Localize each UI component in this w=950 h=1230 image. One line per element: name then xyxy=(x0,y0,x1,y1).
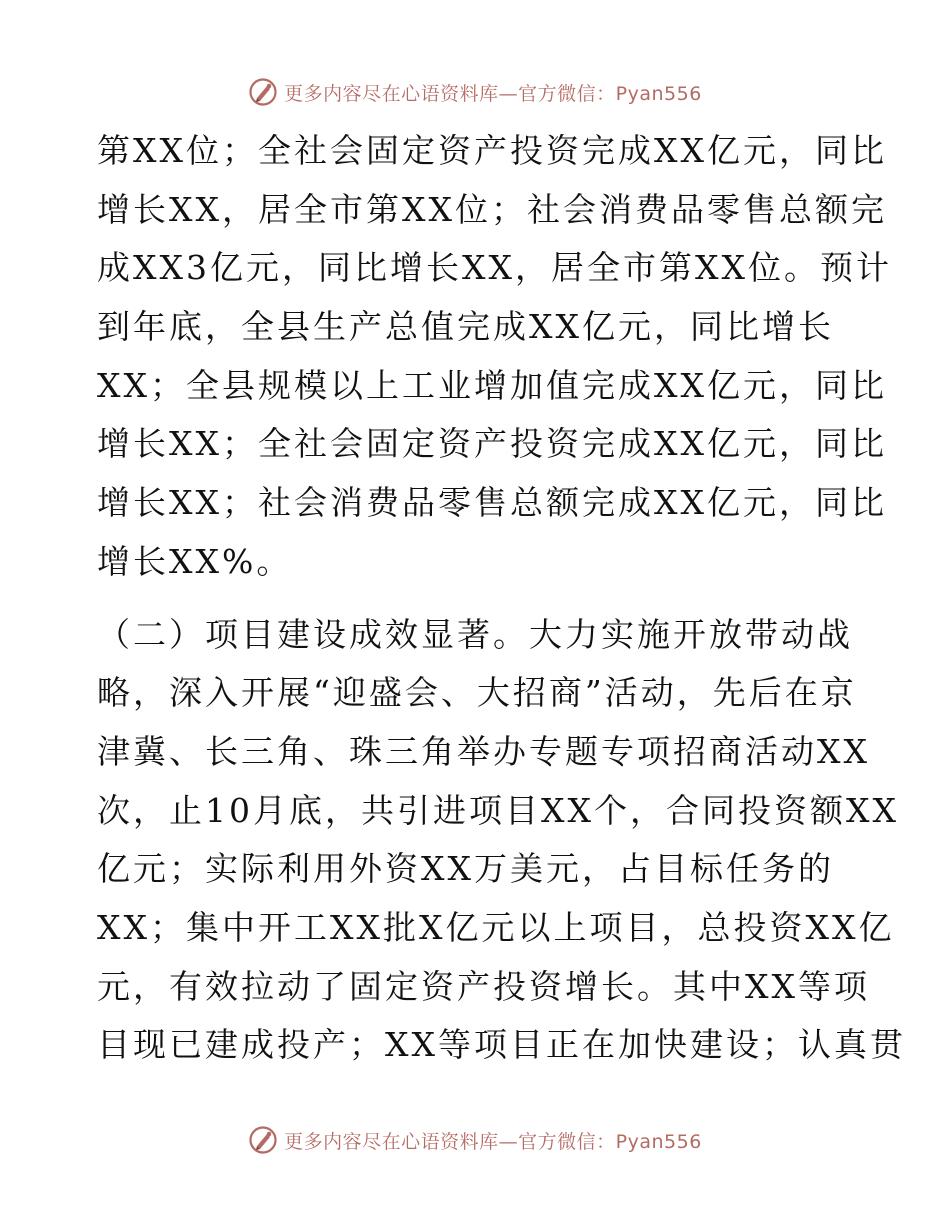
header-watermark xyxy=(0,72,950,112)
pen-logo-icon xyxy=(248,1125,278,1155)
pen-logo-icon xyxy=(248,77,278,107)
paragraph-economy xyxy=(97,122,892,592)
text-line: 到年底，全县生产总值完成XX亿元，同比增长 xyxy=(97,307,834,347)
text-line: 略，深入开展“迎盛会、大招商”活动，先后在京 xyxy=(97,673,857,713)
text-line: 津冀、长三角、珠三角举办专题专项招商活动XX xyxy=(97,731,870,771)
text-line: 第XX位；全社会固定资产投资完成XX亿元，同比 xyxy=(97,131,887,170)
watermark-text: 更多内容尽在心语资料库—官方微信：Pyan556 xyxy=(284,82,702,105)
text-line: 目现已建成投产；XX等项目正在加快建设；认真贯 xyxy=(97,1025,906,1065)
text-line: 成XX3亿元，同比增长XX，居全市第XX位。预计 xyxy=(97,248,892,288)
text-line: 增长XX；社会消费品零售总额完成XX亿元，同比 xyxy=(97,483,887,523)
document-body xyxy=(97,122,906,1075)
watermark-text: 更多内容尽在心语资料库—官方微信：Pyan556 xyxy=(284,1130,702,1153)
text-line: 增长XX；全社会固定资产投资完成XX亿元，同比 xyxy=(97,424,887,464)
text-line: XX；集中开工XX批X亿元以上项目，总投资XX亿 xyxy=(97,907,895,947)
text-line: （二）项目建设成效显著。大力实施开放带动战 xyxy=(97,614,853,654)
paragraph-projects xyxy=(97,606,906,1076)
footer-watermark xyxy=(0,1120,950,1160)
text-line: 元，有效拉动了固定资产投资增长。其中XX等项 xyxy=(97,966,870,1006)
text-line: 增长XX，居全市第XX位；社会消费品零售总额完 xyxy=(97,189,887,229)
paragraph-gap xyxy=(97,592,867,606)
text-line: 次，止10月底，共引进项目XX个，合同投资额XX xyxy=(97,790,899,830)
text-line: XX；全县规模以上工业增加值完成XX亿元，同比 xyxy=(97,365,887,405)
text-line: 亿元；实际利用外资XX万美元，占目标任务的 xyxy=(97,849,834,889)
text-line: 增长XX%。 xyxy=(97,541,293,581)
